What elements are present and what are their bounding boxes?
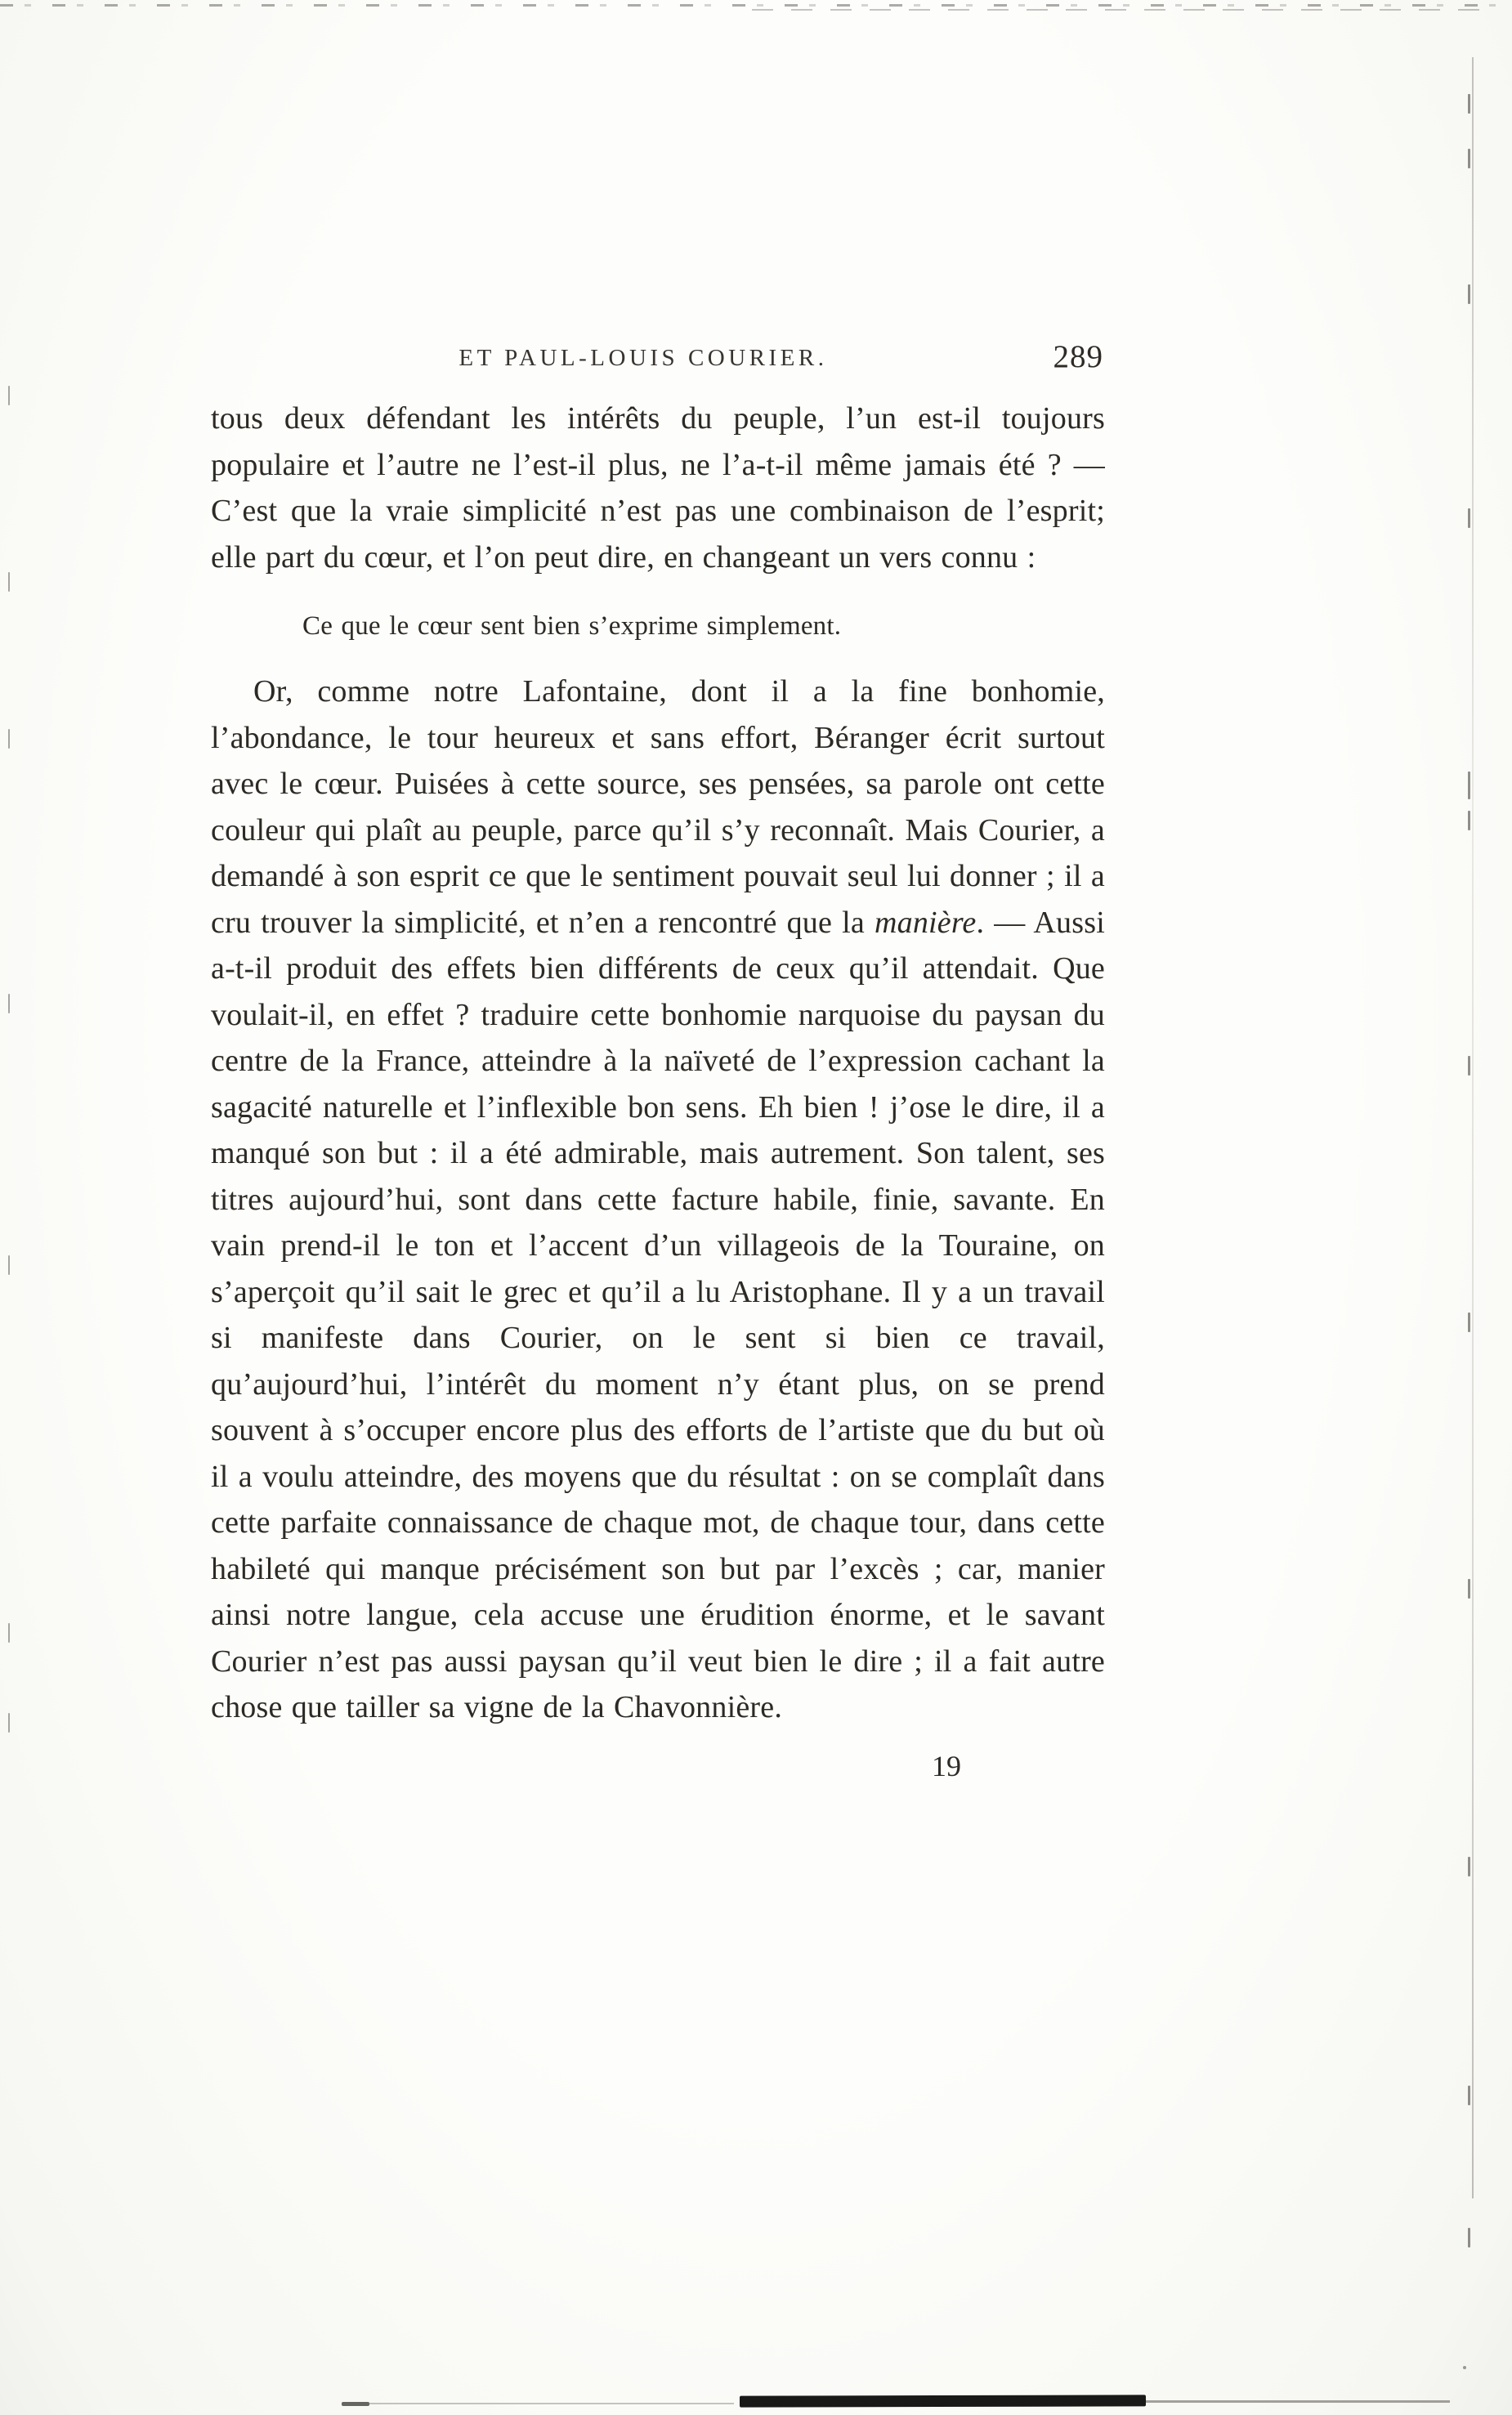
signature-mark: 19 bbox=[932, 1749, 961, 1782]
scan-artifact-tick bbox=[1468, 811, 1470, 830]
scan-artifact-right-line bbox=[1472, 57, 1474, 2198]
running-title: ET PAUL-LOUIS COURIER. bbox=[459, 345, 828, 371]
scan-artifact-tick bbox=[8, 1713, 10, 1733]
scan-artifact-tick bbox=[8, 386, 10, 405]
scan-artifact-top-edge bbox=[0, 4, 1512, 7]
scan-artifact-tick bbox=[1468, 771, 1470, 799]
scan-artifact-tick bbox=[1468, 149, 1470, 168]
scan-artifact-tick bbox=[8, 729, 10, 749]
scan-artifact-tick bbox=[1468, 2086, 1470, 2105]
scan-artifact-tick bbox=[1468, 1579, 1470, 1599]
scan-artifact-speck bbox=[1463, 2366, 1466, 2369]
page-header bbox=[211, 338, 1105, 382]
paragraph-continuation: tous deux défendant les intérêts du peuple, l’un est-il toujours populaire et l’autre ne l’est-il plus, ne l’a-t-il même jamais été ? — C’est que la vraie simplicité n’est pas une combinaison de l’esprit; elle part du cœur, et l’on peut dire, en changeant un vers connu : bbox=[211, 401, 1105, 575]
scan-artifact-tick bbox=[1468, 1857, 1470, 1876]
page-content bbox=[211, 338, 1105, 1783]
scan-artifact-tick bbox=[8, 572, 10, 592]
paragraph-main: Or, comme notre Lafontaine, dont il a la fine bonhomie, l’abondance, le tour heureux et sans effort, Béranger écrit surtout avec le cœur. Puisées à cette source, ses pensées, sa parole ont cette couleur qui plaît au peuple, parce qu’il s’y reconnaît. Mais Courier, a demandé à son esprit ce que le sentiment pouvait seul lui donner ; il a cru trouver la simplicité, et n’en a rencontré que la manière. — Aussi a-t-il produit des effets bien différents de ceux qu’il attendait. Que voulait-il, en effet ? traduire cette bonhomie narquoise du paysan du centre de la France, atteindre à la naïveté de l’expression cachant la sagacité naturelle et l’inflexible bon sens. Eh bien ! j’ose le dire, il a manqué son but : il a été admirable, mais autrement. Son talent, ses titres aujourd’hui, sont dans cette facture habile, finie, savante. En vain prend-il le ton et l’accent d’un villageois de la Touraine, on s’aperçoit qu’il sait le grec et qu’il a lu Aristophane. Il y a un travail si manifeste dans Courier, on le sent si bien ce travail, qu’aujourd’hui, l’intérêt du moment n’y étant plus, on se prend souvent à s’occuper encore plus des efforts de l’artiste que du but où il a voulu atteindre, des moyens que du résultat : on se complaît dans cette parfaite connaissance de chaque mot, de chaque tour, dans cette habileté qui manque précisément son but par l’excès ; car, manier ainsi notre langue, cela accuse une érudition énorme, et le savant Courier n’est pas aussi paysan qu’il veut bien le dire ; il a fait autre chose que tailler sa vigne de la Chavonnière. bbox=[211, 674, 1105, 1724]
scan-artifact-bottom-line bbox=[1146, 2400, 1450, 2403]
scan-artifact-tick bbox=[1468, 94, 1470, 114]
verse-quote: Ce que le cœur sent bien s’exprime simplement. bbox=[302, 611, 842, 641]
scan-artifact-tick bbox=[1468, 1056, 1470, 1076]
scan-artifact-speck bbox=[342, 2402, 369, 2406]
scan-artifact-bottom-bar bbox=[740, 2395, 1146, 2407]
scan-artifact-tick bbox=[8, 1255, 10, 1275]
scan-artifact-top-edge-2 bbox=[752, 9, 1487, 11]
scan-artifact-tick bbox=[1468, 508, 1470, 528]
page-number: 289 bbox=[1053, 339, 1103, 374]
scan-artifact-tick bbox=[8, 994, 10, 1013]
scan-artifact-tick bbox=[1468, 2228, 1470, 2247]
scan-artifact-bottom-line2 bbox=[369, 2403, 734, 2404]
scan-artifact-tick bbox=[8, 1623, 10, 1643]
body-text bbox=[211, 396, 1105, 1731]
scan-artifact-tick bbox=[1468, 1313, 1470, 1332]
scan-artifact-tick bbox=[1468, 284, 1470, 304]
